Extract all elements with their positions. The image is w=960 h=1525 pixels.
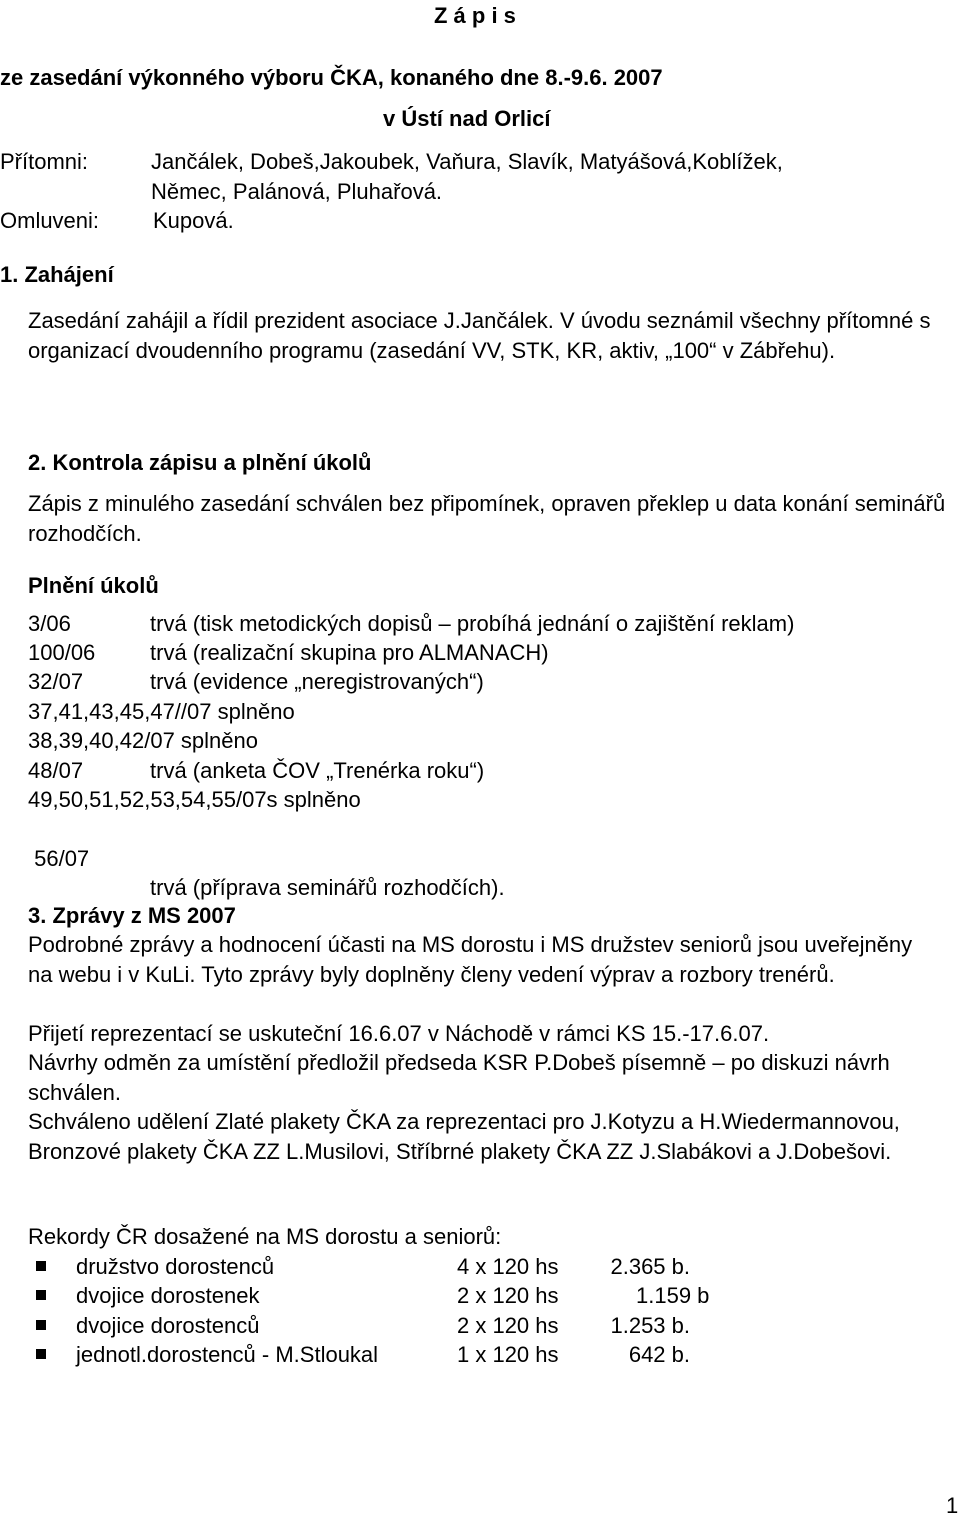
section-3-heading: 3. Zprávy z MS 2007	[28, 903, 236, 928]
bullet-square-icon	[36, 1320, 46, 1330]
task-code: 3/06	[28, 611, 71, 636]
task-status: trvá (realizační skupina pro ALMANACH)	[150, 640, 549, 665]
task-row	[28, 814, 505, 900]
present-label: Přítomni:	[0, 149, 89, 174]
task-status: trvá (anketa ČOV „Trenérka roku“)	[150, 758, 485, 783]
list-item	[36, 1281, 736, 1311]
present-list-line2: Němec, Palánová, Pluhařová.	[151, 179, 443, 204]
section-1-text: Zasedání zahájil a řídil prezident asociace J.Jančálek. V úvodu seznámil všechny přítomné s organizací dvoudenního programu (zasedání VV, STK, KR, aktiv, „100“ v Zábřehu).	[28, 308, 931, 363]
absent-list: Kupová.	[153, 208, 234, 233]
list-item	[36, 1340, 736, 1370]
record-score: 2.365 b.	[610, 1254, 690, 1279]
document-subtitle: ze zasedání výkonného výboru ČKA, konaného dne 8.-9.6. 2007	[0, 65, 663, 90]
section-2-heading: 2. Kontrola zápisu a plnění úkolů	[28, 450, 372, 475]
record-shots: 2 x 120 hs	[457, 1313, 559, 1338]
record-score: 1.159 b	[636, 1283, 710, 1308]
task-status: trvá (tisk metodických dopisů – probíhá jednání o zajištění reklam)	[150, 611, 795, 636]
task-code: 32/07	[28, 669, 84, 694]
record-score: 1.253 b.	[610, 1313, 690, 1338]
task-code: 100/06	[28, 640, 96, 665]
task-row-completed: 37,41,43,45,47//07 splněno	[28, 699, 295, 724]
present-list-line1: Jančálek, Dobeš,Jakoubek, Vaňura, Slavík, Matyášová,Koblížek,	[151, 149, 783, 174]
page-number: 1	[946, 1493, 959, 1518]
document-title: Z á p i s	[434, 3, 516, 28]
meeting-place: v Ústí nad Orlicí	[383, 106, 551, 131]
records-heading: Rekordy ČR dosažené na MS dorostu a seniorů:	[28, 1224, 502, 1249]
task-row-completed: 49,50,51,52,53,54,55/07s splněno	[28, 787, 361, 812]
record-shots: 2 x 120 hs	[457, 1283, 559, 1308]
section-2-text: Zápis z minulého zasedání schválen bez připomínek, opraven překlep u data konání seminářů rozhodčích.	[28, 491, 946, 546]
bullet-square-icon	[36, 1290, 46, 1300]
list-item	[36, 1311, 736, 1341]
bullet-square-icon	[36, 1349, 46, 1359]
section-3-paragraph-4: Schváleno udělení Zlaté plakety ČKA za reprezentaci pro J.Kotyzu a H.Wiedermannovou, Bronzové plakety ČKA ZZ L.Musilovi, Stříbrné plakety ČKA ZZ J.Slabákovi a J.Dobešovi.	[28, 1109, 900, 1164]
section-3-paragraph-3: Návrhy odměn za umístění předložil předseda KSR P.Dobeš písemně – po diskuzi návrh schválen.	[28, 1050, 890, 1105]
task-status: trvá (evidence „neregistrovaných“)	[150, 669, 484, 694]
record-category: dvojice dorostenek	[76, 1283, 260, 1308]
list-item	[36, 1252, 736, 1282]
task-code: 48/07	[28, 758, 84, 783]
record-category: dvojice dorostenců	[76, 1313, 260, 1338]
section-3-paragraph-1: Podrobné zprávy a hodnocení účasti na MS dorostu i MS družstev seniorů jsou uveřejněny na webu i v KuLi. Tyto zprávy byly doplněny členy vedení výprav a rozbory trenérů.	[28, 932, 913, 987]
record-category: jednotl.dorostenců - M.Stloukal	[76, 1342, 379, 1367]
section-3-paragraph-2: Přijetí reprezentací se uskuteční 16.6.07 v Náchodě v rámci KS 15.-17.6.07.	[28, 1021, 770, 1046]
tasks-heading: Plnění úkolů	[28, 573, 159, 598]
record-score: 642 b.	[628, 1342, 690, 1367]
absent-label: Omluveni:	[0, 208, 100, 233]
task-status: trvá (příprava seminářů rozhodčích).	[150, 875, 505, 900]
record-category: družstvo dorostenců	[76, 1254, 275, 1279]
section-1-heading: 1. Zahájení	[0, 262, 114, 287]
record-shots: 4 x 120 hs	[457, 1254, 559, 1279]
task-code: 56/07	[28, 845, 90, 871]
bullet-square-icon	[36, 1261, 46, 1271]
task-row-completed: 38,39,40,42/07 splněno	[28, 728, 258, 753]
record-shots: 1 x 120 hs	[457, 1342, 559, 1367]
